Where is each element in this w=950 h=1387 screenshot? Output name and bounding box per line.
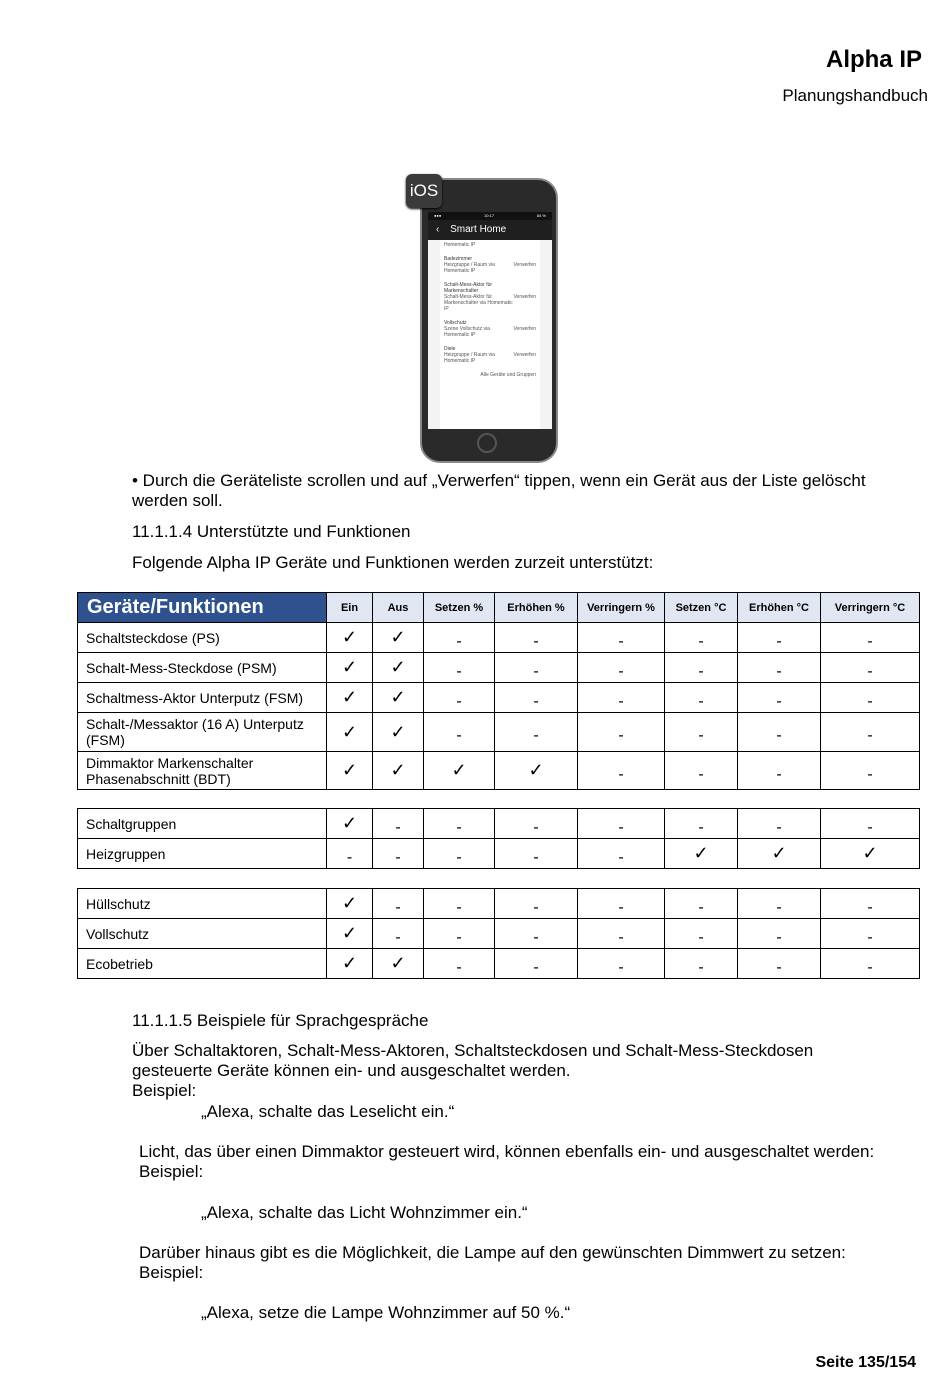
- table-cell: [738, 919, 821, 949]
- table-cell: [578, 683, 665, 713]
- dash-mark: -: [618, 765, 624, 783]
- page-number: Seite 135/154: [815, 1354, 916, 1371]
- table-cell: [424, 623, 495, 653]
- table-cell: [738, 949, 821, 979]
- table-cell: [578, 809, 665, 839]
- section-heading-11-1-1-4: 11.1.1.4 Unterstützte und Funktionen: [132, 522, 411, 541]
- table-cell: [424, 653, 495, 683]
- table-cell: [495, 889, 578, 919]
- dash-mark: -: [618, 848, 624, 866]
- table-cell: [424, 949, 495, 979]
- table-cell: [738, 752, 821, 790]
- dash-mark: -: [618, 818, 624, 836]
- paragraph-3: Darüber hinaus gibt es die Möglichkeit, die Lampe auf den gewünschten Dimmwert zu setzen:: [139, 1243, 846, 1262]
- dash-mark: -: [533, 928, 539, 946]
- table-cell: [327, 889, 373, 919]
- table-cell: [578, 653, 665, 683]
- row-label: Vollschutz: [78, 919, 327, 949]
- ios-badge: iOS: [406, 174, 442, 208]
- dash-mark: -: [698, 727, 704, 744]
- table-cell: [327, 949, 373, 979]
- phone-item-desc: Schalt-Mess-Aktor für Markenschalter via Homematic IP: [444, 294, 513, 312]
- dash-mark: -: [395, 898, 401, 916]
- table-cell: [327, 809, 373, 839]
- table-cell: [424, 919, 495, 949]
- table-cell: [738, 713, 821, 752]
- phone-list-item: [444, 346, 536, 364]
- phone-item-desc: Heizgruppe / Raum via Homematic IP: [444, 262, 495, 274]
- dash-mark: -: [698, 692, 704, 710]
- dash-mark: -: [533, 818, 539, 836]
- phone-list-top-text: Homematic IP: [444, 242, 476, 248]
- check-icon: ✓: [341, 721, 358, 742]
- table-cell: [373, 752, 424, 790]
- dash-mark: -: [867, 765, 873, 783]
- table-cell: [665, 839, 738, 869]
- dash-mark: -: [395, 928, 401, 946]
- dash-mark: -: [698, 765, 704, 783]
- quote-3: „Alexa, setze die Lampe Wohnzimmer auf 50 %.“: [201, 1303, 571, 1322]
- table-cell: [578, 752, 665, 790]
- check-icon: ✓: [390, 721, 406, 742]
- dash-mark: -: [867, 662, 873, 680]
- phone-device-list: [428, 240, 552, 429]
- table-cell: [821, 653, 920, 683]
- phone-list-card: [440, 240, 540, 429]
- table-cell: [495, 809, 578, 839]
- quote-2: „Alexa, schalte das Licht Wohnzimmer ein.“: [201, 1203, 528, 1222]
- dash-mark: -: [698, 662, 704, 680]
- dash-mark: -: [776, 632, 782, 650]
- example-label-1: Beispiel:: [132, 1081, 197, 1100]
- phone-list-item: [444, 282, 536, 312]
- dash-mark: -: [698, 632, 704, 650]
- dash-mark: -: [698, 928, 704, 946]
- phone-item-text: [444, 256, 513, 274]
- check-icon: ✓: [341, 953, 358, 973]
- check-icon: ✓: [528, 760, 544, 780]
- table-cell: [495, 653, 578, 683]
- section-heading-11-1-1-5: [132, 1011, 428, 1031]
- discard-button[interactable]: Verwerfen: [513, 326, 536, 332]
- table-cell: [424, 809, 495, 839]
- dash-mark: -: [456, 928, 462, 946]
- table-cell: [738, 623, 821, 653]
- quote-1: „Alexa, schalte das Leselicht ein.“: [201, 1102, 455, 1121]
- column-header: Verringern °C: [821, 593, 920, 623]
- check-icon: ✓: [862, 843, 878, 863]
- table-row: [78, 809, 920, 839]
- table-cell: [821, 623, 920, 653]
- table-cell: [665, 919, 738, 949]
- phone-nav-title: Smart Home: [450, 224, 507, 235]
- signal-icon: ●●●: [434, 213, 442, 218]
- table-cell: [373, 949, 424, 979]
- dash-mark: -: [456, 848, 462, 866]
- table-cell: [738, 889, 821, 919]
- table-cell: [373, 809, 424, 839]
- table-cell: [495, 839, 578, 869]
- discard-button[interactable]: Verwerfen: [513, 294, 536, 300]
- dash-mark: -: [776, 727, 782, 744]
- column-header: Aus: [373, 593, 424, 623]
- phone-item-text: [444, 346, 513, 364]
- discard-button[interactable]: Verwerfen: [513, 262, 536, 268]
- dash-mark: -: [618, 692, 624, 710]
- dash-mark: -: [698, 958, 704, 976]
- section-title: Beispiele für Sprachgespräche: [196, 1011, 429, 1030]
- dash-mark: -: [456, 632, 462, 650]
- table-row: [78, 683, 920, 713]
- phone-nav-bar: [428, 220, 552, 240]
- chevron-left-icon[interactable]: ‹: [436, 224, 440, 235]
- table-cell: [578, 919, 665, 949]
- table-header-row: [78, 593, 920, 623]
- dash-mark: -: [867, 727, 873, 744]
- check-icon: ✓: [341, 657, 358, 677]
- phone-list-item: [444, 256, 536, 274]
- table-cell: [665, 752, 738, 790]
- intro-paragraph: Folgende Alpha IP Geräte und Funktionen werden zurzeit unterstützt:: [132, 553, 654, 572]
- column-header: Ein: [327, 593, 373, 623]
- check-icon: ✓: [341, 893, 358, 913]
- check-icon: ✓: [390, 657, 406, 677]
- dash-mark: -: [456, 727, 462, 744]
- phone-item-name: Badezimmer: [444, 256, 473, 262]
- functions-table-groups: [77, 808, 920, 869]
- column-header: Setzen °C: [665, 593, 738, 623]
- phone-battery: 84 %: [536, 213, 546, 218]
- table-cell: [373, 889, 424, 919]
- table-cell: [821, 919, 920, 949]
- bullet-paragraph: • Durch die Geräteliste scrollen und auf „Verwerfen“ tippen, wenn ein Gerät aus der Liste gelöscht werden soll.: [132, 471, 866, 510]
- table-cell: [578, 889, 665, 919]
- table-row: [78, 839, 920, 869]
- table-cell: [327, 653, 373, 683]
- functions-table-modes: [77, 888, 920, 979]
- table-cell: [821, 809, 920, 839]
- table-row: [78, 889, 920, 919]
- example-label-3: Beispiel:: [139, 1263, 204, 1282]
- phone-status-bar: [428, 212, 552, 220]
- check-icon: ✓: [693, 843, 709, 863]
- table-cell: [495, 949, 578, 979]
- table-cell: [424, 713, 495, 752]
- table-cell: [373, 683, 424, 713]
- table-cell: [665, 653, 738, 683]
- table-row: [78, 949, 920, 979]
- dash-mark: -: [618, 958, 624, 976]
- functions-table-devices: [77, 592, 920, 790]
- table-cell: [373, 919, 424, 949]
- dash-mark: -: [533, 692, 539, 710]
- dash-mark: -: [618, 898, 624, 916]
- table-cell: [665, 809, 738, 839]
- dash-mark: -: [346, 848, 353, 866]
- discard-button[interactable]: Verwerfen: [513, 352, 536, 358]
- table-cell: [327, 919, 373, 949]
- phone-item-desc: Szene Vollschutz via Homematic IP: [444, 326, 490, 338]
- table-cell: [738, 653, 821, 683]
- dash-mark: -: [456, 898, 462, 916]
- dash-mark: -: [776, 692, 782, 710]
- table-cell: [327, 752, 373, 790]
- dash-mark: -: [533, 958, 539, 976]
- dash-mark: -: [456, 818, 462, 836]
- dash-mark: -: [395, 818, 401, 836]
- dash-mark: -: [395, 848, 401, 866]
- table-cell: [373, 713, 424, 752]
- phone-item-text: [444, 320, 513, 338]
- phone-item-name: Schalt-Mess-Aktor für Markenschalter: [444, 282, 493, 294]
- table-cell: [373, 653, 424, 683]
- dash-mark: -: [533, 662, 539, 680]
- table-cell: [424, 752, 495, 790]
- all-devices-link[interactable]: Alle Geräte und Gruppen: [480, 372, 536, 378]
- table-cell: [578, 839, 665, 869]
- table-cell: [327, 713, 373, 752]
- column-header: Geräte/Funktionen: [78, 593, 327, 623]
- row-label: Dimmaktor Markenschalter Phasenabschnitt (BDT): [78, 752, 327, 790]
- table-cell: [424, 889, 495, 919]
- table-row: [78, 919, 920, 949]
- check-icon: ✓: [341, 813, 358, 833]
- paragraph-2: Licht, das über einen Dimmaktor gesteuert wird, können ebenfalls ein- und ausgeschaltet werden:: [139, 1142, 875, 1161]
- table-cell: [821, 713, 920, 752]
- paragraph-1: Über Schaltaktoren, Schalt-Mess-Aktoren, Schaltsteckdosen und Schalt-Mess-Steckdosen gesteuerte Geräte können ein- und ausgeschaltet werden.: [132, 1041, 814, 1080]
- table-cell: [495, 919, 578, 949]
- row-label: Schaltgruppen: [78, 809, 327, 839]
- column-header: Setzen %: [424, 593, 495, 623]
- table-cell: [665, 623, 738, 653]
- table-cell: [495, 683, 578, 713]
- check-icon: ✓: [451, 760, 467, 780]
- row-label: Schalt-Mess-Steckdose (PSM): [78, 653, 327, 683]
- phone-home-button: [477, 433, 497, 453]
- table-cell: [424, 683, 495, 713]
- dash-mark: -: [618, 727, 624, 744]
- phone-list-item: [444, 320, 536, 338]
- table-cell: [821, 752, 920, 790]
- row-label: Schaltmess-Aktor Unterputz (FSM): [78, 683, 327, 713]
- dash-mark: -: [456, 958, 462, 976]
- header-title: Alpha IP: [825, 46, 922, 73]
- row-label: Schalt-/Messaktor (16 A) Unterputz (FSM): [78, 713, 327, 752]
- dash-mark: -: [776, 818, 782, 836]
- table-cell: [495, 623, 578, 653]
- dash-mark: -: [618, 632, 624, 650]
- check-icon: ✓: [341, 687, 358, 707]
- phone-item-name: Vollschutz: [444, 320, 467, 326]
- table-cell: [821, 889, 920, 919]
- dash-mark: -: [776, 898, 782, 916]
- phone-screen: [428, 212, 552, 429]
- check-icon: ✓: [390, 687, 406, 707]
- dash-mark: -: [867, 692, 873, 710]
- table-cell: [327, 839, 373, 869]
- table-cell: [373, 623, 424, 653]
- check-icon: ✓: [390, 760, 406, 780]
- table-row: [78, 752, 920, 790]
- dash-mark: -: [456, 662, 462, 680]
- header-subtitle: Planungshandbuch: [782, 86, 928, 105]
- table-cell: [821, 839, 920, 869]
- row-label: Schaltsteckdose (PS): [78, 623, 327, 653]
- check-icon: ✓: [341, 627, 358, 647]
- dash-mark: -: [867, 818, 873, 836]
- dash-mark: -: [776, 958, 782, 976]
- phone-item-text: [444, 282, 513, 312]
- phone-item-name: Diele: [444, 346, 456, 352]
- table-row: [78, 623, 920, 653]
- dash-mark: -: [867, 928, 873, 946]
- table-cell: [665, 713, 738, 752]
- example-label-2: Beispiel:: [139, 1162, 204, 1181]
- check-icon: ✓: [341, 760, 358, 780]
- table-cell: [821, 683, 920, 713]
- dash-mark: -: [776, 662, 782, 680]
- table-cell: [373, 839, 424, 869]
- dash-mark: -: [533, 727, 539, 744]
- table-cell: [665, 949, 738, 979]
- dash-mark: -: [618, 662, 624, 680]
- table-cell: [327, 683, 373, 713]
- row-label: Hüllschutz: [78, 889, 327, 919]
- check-icon: ✓: [390, 953, 406, 973]
- table-cell: [665, 889, 738, 919]
- phone-item-desc: Heizgruppe / Raum via Homematic IP: [444, 352, 495, 364]
- dash-mark: -: [618, 928, 624, 946]
- dash-mark: -: [776, 765, 782, 783]
- row-label: Ecobetrieb: [78, 949, 327, 979]
- dash-mark: -: [698, 818, 704, 836]
- table-cell: [821, 949, 920, 979]
- check-icon: ✓: [341, 923, 358, 943]
- dash-mark: -: [867, 632, 873, 650]
- table-cell: [327, 623, 373, 653]
- table-row: [78, 713, 920, 752]
- dash-mark: -: [867, 958, 873, 976]
- section-number: 11.1.1.5: [132, 1011, 193, 1030]
- phone-time: 10:17: [484, 213, 495, 218]
- table-cell: [495, 752, 578, 790]
- dash-mark: -: [456, 692, 462, 710]
- check-icon: ✓: [771, 843, 787, 863]
- row-label: Heizgruppen: [78, 839, 327, 869]
- table-cell: [738, 839, 821, 869]
- table-cell: [578, 623, 665, 653]
- dash-mark: -: [533, 848, 539, 866]
- table-cell: [495, 713, 578, 752]
- table-row: [78, 653, 920, 683]
- dash-mark: -: [867, 898, 873, 916]
- table-cell: [738, 809, 821, 839]
- table-cell: [578, 713, 665, 752]
- table-cell: [665, 683, 738, 713]
- dash-mark: -: [698, 898, 704, 916]
- check-icon: ✓: [390, 627, 406, 647]
- table-cell: [738, 683, 821, 713]
- column-header: Verringern %: [578, 593, 665, 623]
- dash-mark: -: [776, 928, 782, 946]
- dash-mark: -: [533, 632, 539, 650]
- table-cell: [578, 949, 665, 979]
- column-header: Erhöhen %: [495, 593, 578, 623]
- dash-mark: -: [533, 898, 539, 916]
- column-header: Erhöhen °C: [738, 593, 821, 623]
- table-cell: [424, 839, 495, 869]
